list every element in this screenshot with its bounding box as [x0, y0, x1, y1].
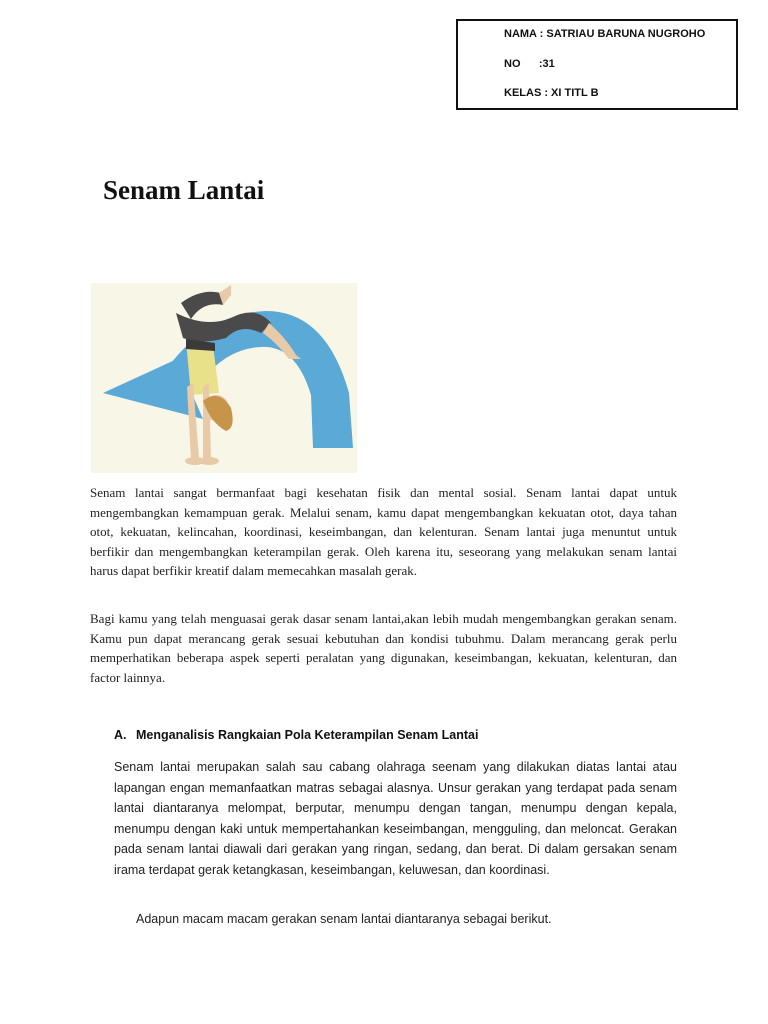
section-a-letter: A.	[114, 728, 127, 742]
section-a-title: Menganalisis Rangkaian Pola Keterampilan Senam Lantai	[136, 728, 479, 742]
handstand-walkover-icon	[91, 283, 357, 473]
gymnastics-illustration	[91, 283, 357, 473]
page-title: Senam Lantai	[103, 175, 265, 205]
paragraph-1: Senam lantai sangat bermanfaat bagi kesehatan fisik dan mental sosial. Senam lantai dapat untuk mengembangkan kemampuan gerak. Melalui senam, kamu dapat mengembangkan kekuatan otot, daya tahan otot, kekuatan, kelincahan, koordinasi, keseimbangan, dan kelenturan. Senam lantai juga menuntut untuk berfikir dan mengembangkan keterampilan gerak. Oleh karena itu, seseorang yang melakukan senam lantai harus dapat berfikir kreatif dalam memecahkan masalah gerak.	[90, 485, 677, 578]
student-class: KELAS : XI TITL B	[504, 87, 599, 99]
arm-shape	[203, 383, 211, 459]
section-a-intro: Adapun macam macam gerakan senam lantai diantaranya sebagai berikut.	[136, 912, 552, 926]
section-a-heading	[114, 728, 478, 742]
paragraph-2: Bagi kamu yang telah menguasai gerak dasar senam lantai,akan lebih mudah mengembangkan gerakan senam. Kamu pun dapat merancang gerak sesuai kebutuhan dan kondisi tubuhmu. Dalam merancang gerak perlu memperhatikan beberapa aspek seperti peralatan yang digunakan, keseimbangan, kekuatan, kelenturan, dan factor lainnya.	[90, 611, 677, 685]
leg-shape	[181, 292, 223, 319]
section-a-body: Senam lantai merupakan salah sau cabang olahraga seenam yang dilakukan diatas lantai atau lapangan engan memanfaatkan matras sebagai alasnya. Unsur gerakan yang terdapat pada senam lantai diantaranya melompat, berputar, menumpu dengan tangan, menumpu dengan kepala, menumpu dengan kaki untuk mempertahankan keseimbangan, mengguling, dan meloncat. Gerakan pada senam lantai diawali dari gerakan yang ringan, sedang, dan berat. Di dalam gersakan senam irama terdapat gerak ketangkasan, keseimbangan, keluwesan, dan koordinasi.	[114, 760, 677, 877]
hand-shape	[199, 457, 219, 465]
student-name: NAMA : SATRIAU BARUNA NUGROHO	[504, 28, 706, 40]
student-number: NO :31	[504, 58, 555, 70]
student-info-box	[456, 19, 738, 110]
